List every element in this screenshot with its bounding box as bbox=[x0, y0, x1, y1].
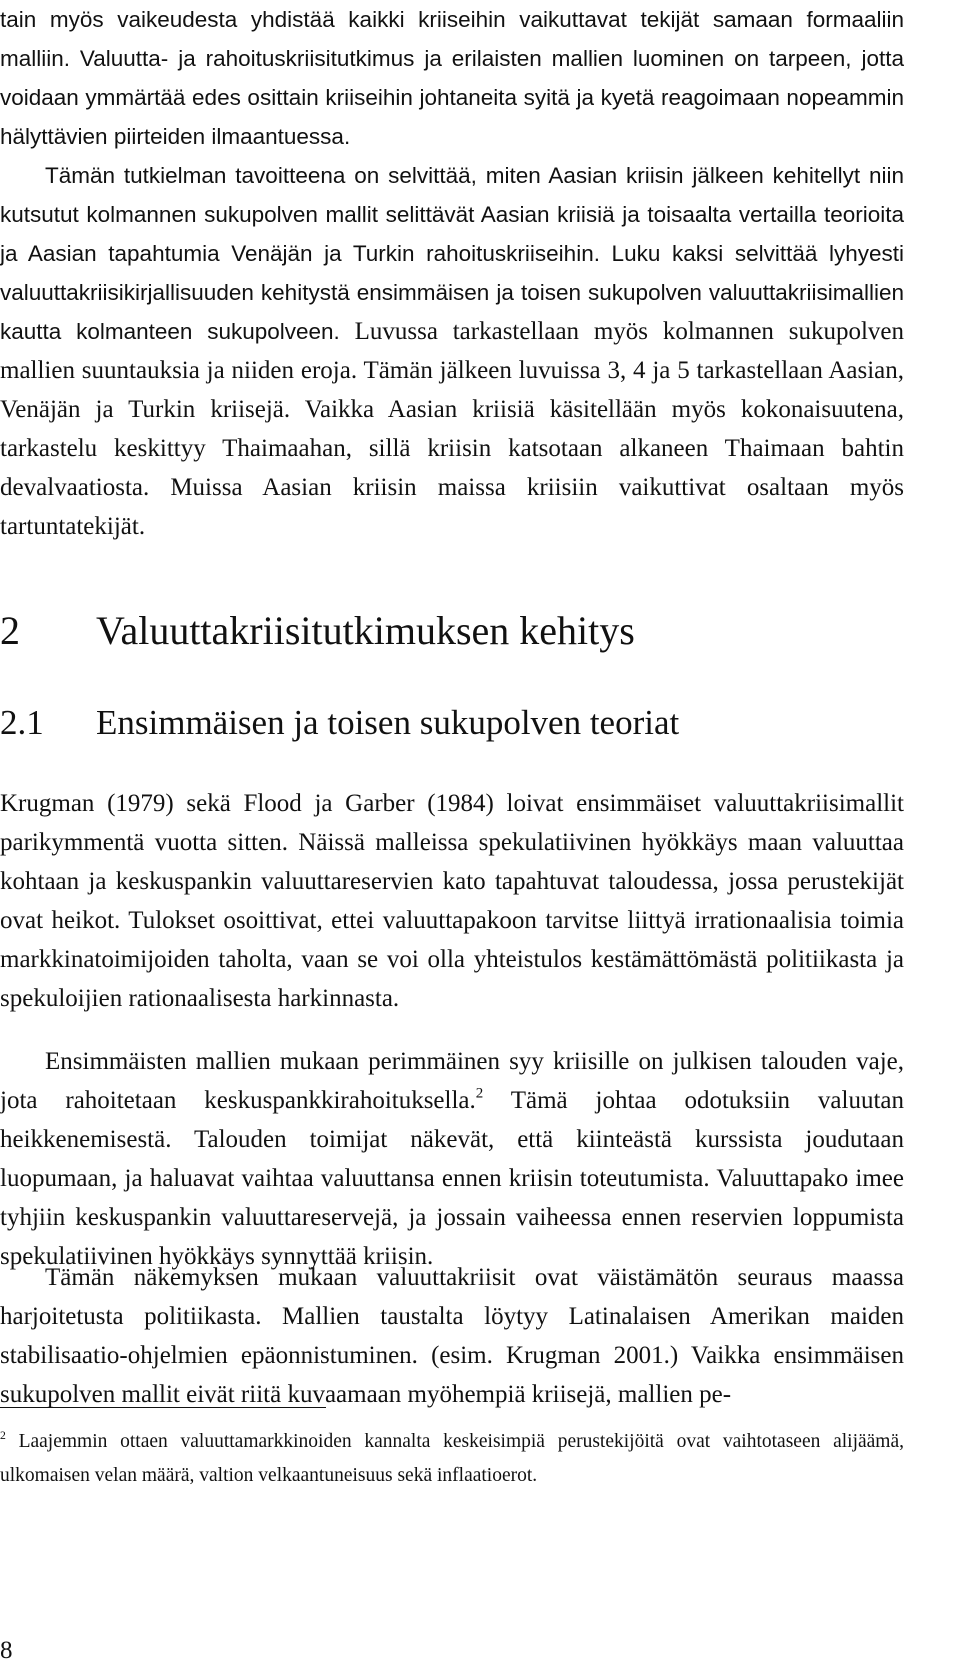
intro-paragraph-end-text: tain myös vaikeudesta yhdistää kaikki kriiseihin vaikuttavat tekijät samaan formaaliin malliin. Valuutta- ja rahoituskriisitutkimus ja erilaisten mallien luominen on tarpeen, jotta voidaan ymmärtää edes osittain kriiseihin johtaneita syitä ja kyetä reagoimaan nopeammin hälyttävien piirteiden ilmaantuessa. bbox=[0, 7, 904, 149]
intro-paragraph-end bbox=[0, 0, 904, 156]
body-paragraph-1-text: Krugman (1979) sekä Flood ja Garber (1984) loivat ensimmäiset valuuttakriisimallit parikymmentä vuotta sitten. Näissä malleissa spekulatiivinen hyökkäys maan valuuttaa kohtaan ja keskuspankin valuuttareservien kato tapahtuvat taloudessa, jossa perustekijät ovat heikot. Tulokset osoittivat, ettei valuuttapakoon tarvitse liittyä irrationaalisia toimia markkinatoimijoiden taholta, vaan se voi olla yhteistulos kestämättömästä politiikasta ja spekuloijien rationaalisesta harkinnasta. bbox=[0, 790, 904, 1012]
footnote-reference[interactable]: 2 bbox=[475, 1085, 484, 1102]
chapter-title: Valuuttakriisitutkimuksen kehitys bbox=[96, 608, 635, 653]
footnote bbox=[0, 1425, 904, 1493]
page-number: 8 bbox=[0, 1637, 13, 1664]
body-paragraph-2-text-b: Tämä johtaa odotuksiin valuutan heikkenemisestä. Talouden toimijat näkevät, että kiinteästä kurssista joudutaan luopumaan, ja haluavat vaihtaa valuuttansa ennen kriisin toteutumista. Valuuttapako imee tyhjiin keskuspankin valuuttareservejä, ja jossain vaiheessa ennen reservien loppumista spekulatiivinen hyökkäys synnyttää kriisin. bbox=[0, 1087, 904, 1270]
body-paragraph-first-models bbox=[0, 784, 904, 1018]
section-number: 2.1 bbox=[0, 703, 44, 742]
chapter-heading bbox=[0, 606, 635, 656]
section-heading bbox=[0, 700, 679, 746]
body-paragraph-root-cause bbox=[0, 1042, 904, 1276]
intro-objectives-serif-text: Luvussa tarkastellaan myös kolmannen sukupolven mallien suuntauksia ja niiden eroja. Tämän jälkeen luvuissa 3, 4 ja 5 tarkastellaan Aasian, Venäjän ja Turkin kriisejä. Vaikka Aasian kriisiä käsitellään myös kokonaisuutena, tarkastelu keskittyy Thaimaahan, sillä kriisin katsotaan alkaneen Thaimaan bahtin devalvaatiosta. Muissa Aasian kriisin maissa kriisiin vaikuttivat osaltaan myös tartuntatekijät. bbox=[0, 318, 904, 540]
body-paragraph-3-text: Tämän näkemyksen mukaan valuuttakriisit ovat väistämätön seuraus maassa harjoitetusta politiikasta. Mallien taustalta löytyy Latinalaisen Amerikan maiden stabilisaatio-ohjelmien epäonnistuminen. (esim. Krugman 2001.) Vaikka ensimmäisen sukupolven mallit eivät riitä kuvaamaan myöhempiä kriisejä, mallien pe- bbox=[0, 1264, 904, 1408]
footnote-text: Laajemmin ottaen valuuttamarkkinoiden kannalta keskeisimpiä perustekijöitä ovat vaihtotaseen alijäämä, ulkomaisen velan määrä, valtion velkaantuneisuus sekä inflaatioerot. bbox=[0, 1431, 904, 1486]
body-paragraph-2-text-a: Ensimmäisten mallien mukaan perimmäinen syy kriisille on julkisen talouden vaje, jota rahoitetaan keskuspankkirahoituksella. bbox=[0, 1048, 904, 1114]
intro-objectives-sans-text: Tämän tutkielman tavoitteena on selvittää, miten Aasian kriisin jälkeen kehitellyt niin kutsutut kolmannen sukupolven mallit selittävät Aasian kriisiä ja toisaalta vertailla teorioita ja Aasian tapahtumia Venäjän ja Turkin rahoituskriiseihin. Luku kaksi selvittää lyhyesti valuuttakriisikirjallisuuden kehitystä ensimmäisen ja toisen sukupolven valuuttakriisimallien kautta kolmanteen sukupolveen. bbox=[0, 163, 904, 344]
body-paragraph-policy bbox=[0, 1258, 904, 1414]
footnote-number: 2 bbox=[0, 1428, 6, 1442]
footnote-divider bbox=[0, 1407, 326, 1408]
chapter-number: 2 bbox=[0, 608, 20, 653]
intro-paragraph-objectives bbox=[0, 156, 904, 546]
section-title: Ensimmäisen ja toisen sukupolven teoriat bbox=[96, 703, 680, 742]
